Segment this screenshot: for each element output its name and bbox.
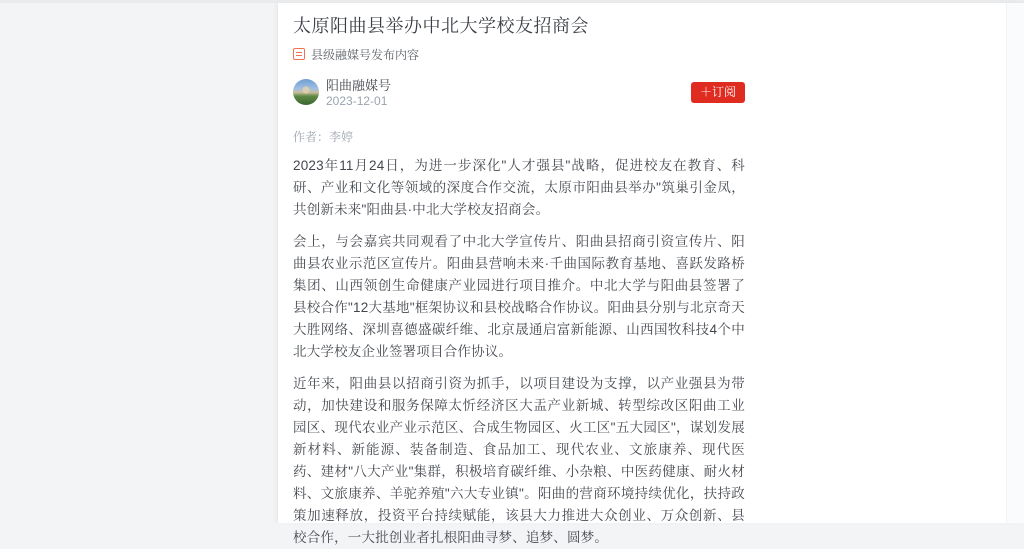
right-margin-strip (1006, 3, 1024, 523)
publisher-meta (326, 79, 391, 108)
publisher-avatar[interactable] (293, 79, 319, 105)
publish-date: 2023-12-01 (326, 94, 391, 108)
article-paragraph: 会上，与会嘉宾共同观看了中北大学宣传片、阳曲县招商引资宣传片、阳曲县农业示范区宣传片。阳曲县营响未来·千曲国际教育基地、喜跃发路桥集团、山西领创生命健康产业园进行项目推介。中北大学与阳曲县签署了县校合作"12大基地"框架协议和县校战略合作协议。阳曲县分别与北京奇天大胜网络、深圳喜德盛碳纤维、北京晟通启富新能源、山西国牧科技4个中北大学校友企业签署项目合作协议。 (293, 231, 745, 363)
article-paragraph: 近年来，阳曲县以招商引资为抓手，以项目建设为支撑，以产业强县为带动，加快建设和服务保障太忻经济区大盂产业新城、转型综改区阳曲工业园区、现代农业产业示范区、合成生物园区、火工区"五大园区"，谋划发展新材料、新能源、装备制造、食品加工、现代农业、文旅康养、现代医药、建材"八大产业"集群，积极培育碳纤维、小杂粮、中医药健康、耐火材料、文旅康养、羊驼养殖"六大专业镇"。阳曲的营商环境持续优化，扶持政策加速释放，投资平台持续赋能，该县大力推进大众创业、万众创新、县校合作，一大批创业者扎根阳曲寻梦、追梦、圆梦。 (293, 373, 745, 549)
author-line: 作者：李婷 (293, 128, 745, 142)
article-body (293, 155, 745, 549)
source-badge (293, 47, 745, 61)
source-badge-label: 县级融媒号发布内容 (311, 46, 419, 63)
article-content-column (293, 14, 745, 549)
article-card (277, 3, 1024, 523)
publisher-name[interactable]: 阳曲融媒号 (326, 79, 391, 93)
subscribe-button[interactable]: ＋订阅 (691, 82, 745, 103)
article-title: 太原阳曲县举办中北大学校友招商会 (293, 14, 745, 39)
publisher-row (293, 79, 745, 106)
publication-doc-icon (293, 48, 305, 60)
article-paragraph: 2023年11月24日，为进一步深化"人才强县"战略，促进校友在教育、科研、产业和文化等领域的深度合作交流，太原市阳曲县举办"筑巢引金凤，共创新未来"阳曲县·中北大学校友招商会。 (293, 155, 745, 221)
